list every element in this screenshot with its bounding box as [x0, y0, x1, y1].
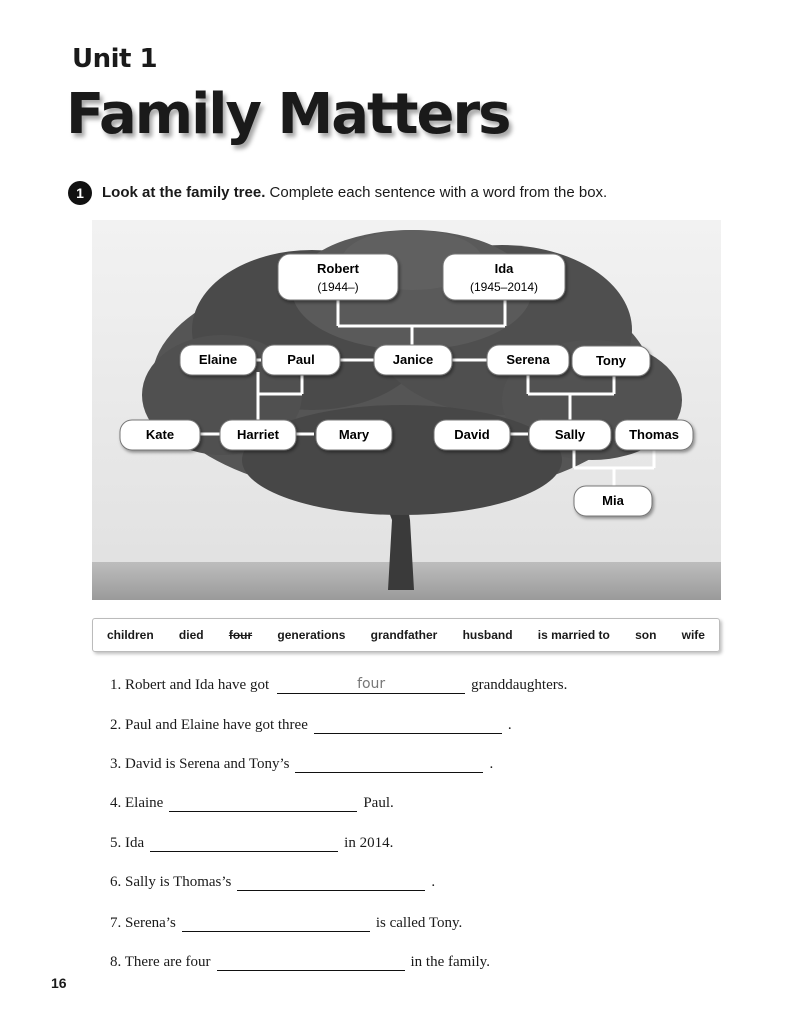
family-tree-illustration: [92, 220, 721, 600]
person-tony: [572, 346, 650, 376]
word-box: [92, 618, 720, 652]
answer-blank-6[interactable]: [237, 874, 425, 891]
sentence-1: [110, 677, 567, 694]
sentence-text-after: granddaughters.: [471, 677, 568, 693]
thomas-name: Thomas: [629, 427, 679, 442]
person-thomas: [615, 420, 693, 450]
word-box-item: generations: [277, 628, 346, 642]
sentence-text-before: 2. Paul and Elaine have got three: [110, 717, 308, 733]
answer-blank-2[interactable]: [314, 717, 502, 734]
page-title: Family Matters: [66, 82, 510, 147]
answer-blank-8[interactable]: [217, 954, 405, 971]
paul-name: Paul: [287, 352, 315, 367]
sentence-text-before: 1. Robert and Ida have got: [110, 677, 270, 693]
family-tree-svg: [92, 220, 721, 600]
sentence-3: [110, 756, 493, 773]
serena-name: Serena: [506, 352, 550, 367]
harriet-name: Harriet: [237, 427, 279, 442]
person-harriet: [220, 420, 296, 450]
ida-name: Ida: [494, 261, 514, 276]
word-box-item: is married to: [537, 628, 610, 642]
answer-blank-3[interactable]: [295, 756, 483, 773]
kate-name: Kate: [145, 427, 175, 442]
sentence-4: [110, 795, 394, 812]
sentence-text-after: Paul.: [363, 795, 394, 811]
word-box-item: husband: [462, 628, 513, 642]
sentence-8: [110, 954, 490, 971]
unit-label: Unit 1: [72, 44, 158, 74]
person-david: [434, 420, 510, 450]
sentence-5: [110, 835, 393, 852]
mary-name: Mary: [338, 427, 370, 442]
person-elaine: [180, 345, 256, 375]
answer-blank-7[interactable]: [182, 915, 370, 932]
answer-blank-5[interactable]: [150, 835, 338, 852]
word-box-item: grandfather: [370, 628, 438, 642]
tony-name: Tony: [595, 353, 627, 368]
sentence-text-before: 7. Serena’s: [110, 915, 176, 931]
sentence-2: [110, 717, 512, 734]
sentence-text-after: .: [489, 756, 494, 772]
sentence-text-before: 5. Ida: [110, 835, 145, 851]
person-mary: [316, 420, 392, 450]
janice-name: Janice: [392, 352, 434, 367]
answer-blank-1[interactable]: [277, 677, 465, 694]
instruction-text: Complete each sentence with a word from the box.: [269, 184, 608, 201]
sentence-text-after: in the family.: [410, 954, 490, 970]
sentence-text-after: in 2014.: [344, 835, 394, 851]
person-robert: [278, 254, 398, 300]
sentence-text-after: .: [507, 717, 512, 733]
instruction-bold: Look at the family tree.: [102, 184, 266, 201]
sentence-7: [110, 915, 462, 932]
person-sally: [529, 420, 611, 450]
sentence-6: [110, 874, 435, 891]
sally-name: Sally: [554, 427, 586, 442]
robert-name: Robert: [317, 261, 359, 276]
page-number: 16: [51, 975, 67, 991]
word-box-item: children: [107, 628, 154, 642]
sentence-text-after: is called Tony.: [375, 915, 463, 931]
person-paul: [262, 345, 340, 375]
elaine-name: Elaine: [198, 352, 238, 367]
word-box-item: wife: [681, 628, 705, 642]
exercise-instruction: [102, 184, 607, 201]
robert-years: (1944–): [317, 280, 359, 294]
person-ida: [443, 254, 565, 300]
word-box-item: son: [635, 628, 657, 642]
sentence-text-before: 4. Elaine: [110, 795, 164, 811]
exercise-number-badge: 1: [68, 181, 92, 205]
sentence-text-before: 6. Sally is Thomas’s: [110, 874, 232, 890]
answer-blank-4[interactable]: [169, 795, 357, 812]
word-box-item-crossed-out: four: [228, 628, 253, 642]
sentence-text-before: 3. David is Serena and Tony’s: [110, 756, 290, 772]
person-janice: [374, 345, 452, 375]
filled-answer: four: [357, 676, 386, 692]
person-serena: [487, 345, 569, 375]
person-kate: [120, 420, 200, 450]
ida-years: (1945–2014): [469, 280, 539, 294]
word-box-item: died: [178, 628, 204, 642]
david-name: David: [454, 427, 490, 442]
mia-name: Mia: [602, 493, 624, 508]
sentence-text-after: .: [431, 874, 436, 890]
sentence-text-before: 8. There are four: [110, 954, 211, 970]
person-mia: [574, 486, 652, 516]
